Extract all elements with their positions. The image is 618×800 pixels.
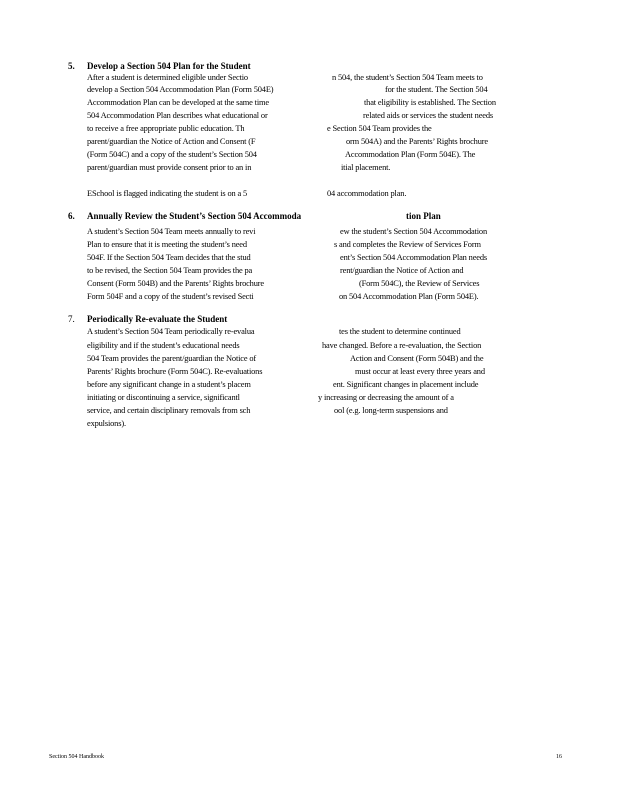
body-line: eligibility and if the student’s educational needs — [87, 341, 240, 350]
body-line: ool (e.g. long-term suspensions and — [334, 406, 448, 415]
page-number: 16 — [556, 754, 562, 760]
body-line: 04 accommodation plan. — [327, 189, 407, 198]
body-line: parent/guardian the Notice of Action and Consent (F — [87, 137, 256, 146]
body-line: Form 504F and a copy of the student’s revised Secti — [87, 292, 254, 301]
body-line: After a student is determined eligible under Sectio — [87, 73, 248, 82]
body-line: have changed. Before a re-evaluation, the Section — [322, 341, 482, 350]
body-line: ESchool is flagged indicating the student is on a 5 — [87, 189, 248, 198]
body-line: to receive a free appropriate public education. Th — [87, 124, 245, 133]
body-line: ent. Significant changes in placement include — [333, 380, 479, 389]
body-line: Plan to ensure that it is meeting the student’s need — [87, 240, 247, 249]
body-line: must occur at least every three years and — [355, 367, 485, 376]
body-line: initiating or discontinuing a service, significantl — [87, 393, 240, 402]
body-line: Parents’ Rights brochure (Form 504C). Re-evaluations — [87, 367, 263, 376]
body-line: tes the student to determine continued — [339, 327, 461, 336]
body-line: 504 Accommodation Plan describes what educational or — [87, 111, 268, 120]
body-line: 504 Team provides the parent/guardian the Notice of — [87, 354, 257, 363]
body-line: Action and Consent (Form 504B) and the — [350, 354, 484, 363]
section-heading: Periodically Re-evaluate the Student — [87, 314, 228, 324]
body-line: A student’s Section 504 Team periodically re-evalua — [87, 327, 255, 336]
body-line: related aids or services the student needs — [363, 111, 493, 120]
body-line: (Form 504C), the Review of Services — [359, 279, 480, 288]
body-line: y increasing or decreasing the amount of a — [318, 393, 454, 402]
body-line: service, and certain disciplinary removals from sch — [87, 406, 251, 415]
body-line: s and completes the Review of Services Form — [334, 240, 481, 249]
section-heading: Develop a Section 504 Plan for the Student — [87, 61, 251, 71]
body-line: n 504, the student’s Section 504 Team meets to — [332, 73, 483, 82]
body-line: ent’s Section 504 Accommodation Plan needs — [340, 253, 487, 262]
body-line: e Section 504 Team provides the — [327, 124, 432, 133]
section-number: 7. — [68, 314, 75, 324]
section-heading: Annually Review the Student’s Section 504 Accommoda — [87, 211, 302, 221]
body-line: itial placement. — [341, 163, 391, 172]
body-line: Consent (Form 504B) and the Parents’ Rights brochure — [87, 279, 264, 288]
body-line: ew the student’s Section 504 Accommodation — [340, 227, 487, 236]
body-line: Accommodation Plan can be developed at the same time — [87, 98, 269, 107]
section-number: 5. — [68, 61, 75, 71]
footer-title: Section 504 Handbook — [49, 754, 104, 760]
body-line: to be revised, the Section 504 Team provides the pa — [87, 266, 253, 275]
section-number: 6. — [68, 211, 75, 221]
body-line: A student’s Section 504 Team meets annually to revi — [87, 227, 256, 236]
body-line: 504F. If the Section 504 Team decides that the stud — [87, 253, 251, 262]
body-line: rent/guardian the Notice of Action and — [340, 266, 464, 275]
body-line: on 504 Accommodation Plan (Form 504E). — [339, 292, 479, 301]
body-line: (Form 504C) and a copy of the student’s Section 504 — [87, 150, 257, 159]
body-line: for the student. The Section 504 — [385, 85, 488, 94]
body-line: that eligibility is established. The Section — [364, 98, 496, 107]
body-line: Accommodation Plan (Form 504E). The — [345, 150, 476, 159]
body-line: parent/guardian must provide consent prior to an in — [87, 163, 252, 172]
section-heading-continued: tion Plan — [406, 211, 441, 221]
body-line: expulsions). — [87, 419, 126, 428]
body-line: orm 504A) and the Parents’ Rights brochure — [346, 137, 488, 146]
body-line: develop a Section 504 Accommodation Plan (Form 504E) — [87, 85, 274, 94]
body-line: before any significant change in a student’s placem — [87, 380, 251, 389]
